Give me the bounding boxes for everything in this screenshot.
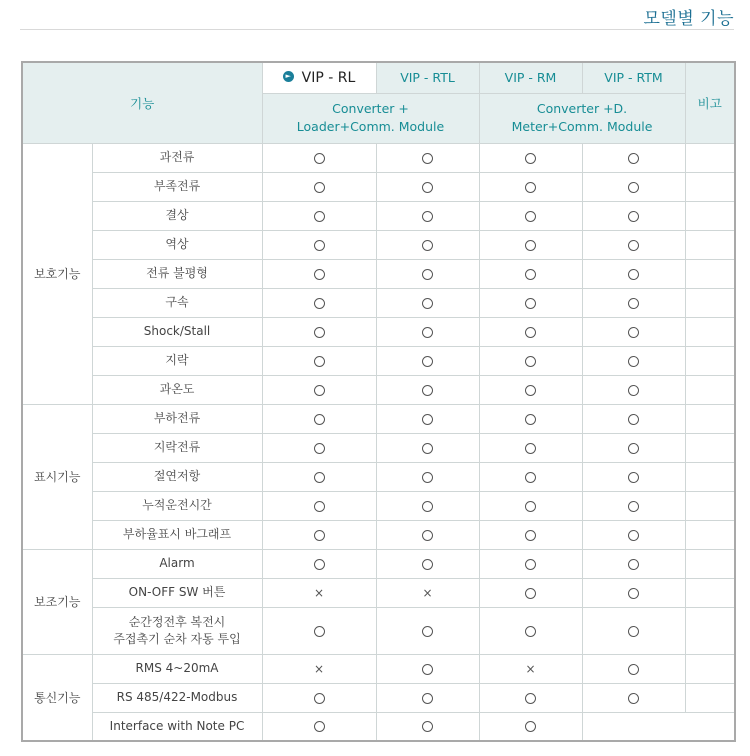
circle-mark-icon [422,559,433,570]
feature-label: 지락전류 [92,433,262,462]
supported-mark [376,172,479,201]
table-row [22,578,735,607]
remarks-cell [685,230,735,259]
unsupported-mark [376,578,479,607]
remarks-cell [685,172,735,201]
remarks-cell [685,549,735,578]
supported-mark [262,607,376,654]
supported-mark [479,520,582,549]
table-row [22,654,735,683]
supported-mark [582,346,685,375]
supported-mark [479,433,582,462]
circle-mark-icon [422,182,433,193]
circle-mark-icon [314,530,325,541]
circle-mark-icon [314,269,325,280]
circle-mark-icon [314,211,325,222]
feature-label: RS 485/422-Modbus [92,683,262,712]
remarks-column-header: 비고 [685,62,735,143]
supported-mark [479,607,582,654]
circle-mark-icon [628,356,639,367]
circle-mark-icon [422,472,433,483]
circle-mark-icon [422,530,433,541]
supported-mark [582,462,685,491]
page-title: 모델별 기능 [643,9,734,29]
supported-mark [262,346,376,375]
supported-mark [582,375,685,404]
table-row [22,404,735,433]
supported-mark [376,375,479,404]
circle-mark-icon [314,182,325,193]
table-row [22,462,735,491]
feature-label: Shock/Stall [92,317,262,346]
supported-mark [376,288,479,317]
supported-mark [262,143,376,172]
circle-mark-icon [525,240,536,251]
supported-mark [479,404,582,433]
supported-mark [479,578,582,607]
supported-mark [582,683,685,712]
circle-mark-icon [628,443,639,454]
feature-label: 결상 [92,201,262,230]
table-row [22,712,735,741]
circle-mark-icon [314,626,325,637]
unsupported-mark [479,654,582,683]
circle-mark-icon [628,153,639,164]
circle-mark-icon [422,240,433,251]
table-row [22,433,735,462]
circle-mark-icon [422,693,433,704]
feature-label: Alarm [92,549,262,578]
table-row [22,607,735,654]
supported-mark [582,404,685,433]
table-row [22,172,735,201]
table-row [22,230,735,259]
circle-mark-icon [314,414,325,425]
circle-mark-icon [525,443,536,454]
circle-mark-icon [628,588,639,599]
circle-mark-icon [422,269,433,280]
feature-label: 과온도 [92,375,262,404]
supported-mark [376,404,479,433]
arrow-bullet-icon: ► [283,71,294,82]
circle-mark-icon [525,626,536,637]
remarks-cell [685,607,735,654]
supported-mark [262,462,376,491]
supported-mark [262,172,376,201]
group-a-header: Converter + Loader+Comm. Module [262,93,479,143]
supported-mark [479,288,582,317]
supported-mark [582,230,685,259]
circle-mark-icon [422,443,433,454]
supported-mark [376,607,479,654]
feature-label: 부하율표시 바그래프 [92,520,262,549]
remarks-cell [685,317,735,346]
circle-mark-icon [525,356,536,367]
group-label: 보조기능 [22,549,92,654]
feature-label: 지락 [92,346,262,375]
supported-mark [376,549,479,578]
remarks-cell [685,578,735,607]
supported-mark [479,462,582,491]
supported-mark [376,712,479,741]
supported-mark [479,549,582,578]
model-header-vip-rtm[interactable]: VIP - RTM [582,62,685,93]
circle-mark-icon [422,414,433,425]
circle-mark-icon [628,626,639,637]
remarks-cell [685,404,735,433]
model-header-vip-rl[interactable] [262,62,376,93]
circle-mark-icon [628,211,639,222]
supported-mark [582,201,685,230]
supported-mark [479,712,582,741]
circle-mark-icon [525,269,536,280]
supported-mark [262,288,376,317]
group-b-header: Converter +D. Meter+Comm. Module [479,93,685,143]
circle-mark-icon [314,559,325,570]
table-row [22,520,735,549]
supported-mark [582,433,685,462]
circle-mark-icon [422,626,433,637]
supported-mark [262,549,376,578]
supported-mark [582,317,685,346]
remarks-cell [685,491,735,520]
table-row [22,317,735,346]
circle-mark-icon [525,414,536,425]
remarks-cell [685,346,735,375]
feature-label: 전류 불평형 [92,259,262,288]
table-row [22,259,735,288]
circle-mark-icon [314,298,325,309]
circle-mark-icon [628,472,639,483]
circle-mark-icon [525,693,536,704]
circle-mark-icon [314,443,325,454]
remarks-cell [685,143,735,172]
remarks-cell [685,201,735,230]
feature-label: ON-OFF SW 버튼 [92,578,262,607]
circle-mark-icon [525,385,536,396]
cross-mark: × [313,661,325,676]
supported-mark [376,433,479,462]
supported-mark [479,317,582,346]
supported-mark [582,491,685,520]
unsupported-mark [262,578,376,607]
circle-mark-icon [525,182,536,193]
circle-mark-icon [525,153,536,164]
supported-mark [376,143,479,172]
circle-mark-icon [525,472,536,483]
feature-label: 누적운전시간 [92,491,262,520]
supported-mark [262,375,376,404]
supported-mark [262,404,376,433]
circle-mark-icon [314,721,325,732]
header-row-models [22,62,735,93]
supported-mark [582,607,685,654]
supported-mark [376,230,479,259]
circle-mark-icon [628,327,639,338]
supported-mark [479,259,582,288]
circle-mark-icon [628,559,639,570]
supported-mark [376,462,479,491]
supported-mark [262,433,376,462]
supported-mark [262,712,376,741]
remarks-cell [685,259,735,288]
circle-mark-icon [314,327,325,338]
feature-label: 과전류 [92,143,262,172]
supported-mark [479,230,582,259]
circle-mark-icon [628,182,639,193]
circle-mark-icon [314,356,325,367]
circle-mark-icon [422,211,433,222]
table-row [22,143,735,172]
table-row [22,683,735,712]
remarks-cell [685,520,735,549]
supported-mark [582,549,685,578]
circle-mark-icon [628,501,639,512]
feature-label: 구속 [92,288,262,317]
circle-mark-icon [628,664,639,675]
circle-mark-icon [422,327,433,338]
supported-mark [582,172,685,201]
circle-mark-icon [314,693,325,704]
supported-mark [582,259,685,288]
feature-label: 부하전류 [92,404,262,433]
table-row [22,201,735,230]
circle-mark-icon [525,211,536,222]
supported-mark [582,578,685,607]
group-label: 통신기능 [22,654,92,741]
supported-mark [376,683,479,712]
table-row [22,375,735,404]
circle-mark-icon [422,721,433,732]
supported-mark [479,346,582,375]
supported-mark [262,230,376,259]
circle-mark-icon [525,721,536,732]
supported-mark [479,143,582,172]
remarks-cell [685,683,735,712]
supported-mark [376,317,479,346]
supported-mark [376,654,479,683]
remarks-cell [685,654,735,683]
supported-mark [582,143,685,172]
circle-mark-icon [422,385,433,396]
feature-label: 역상 [92,230,262,259]
circle-mark-icon [314,501,325,512]
circle-mark-icon [314,472,325,483]
circle-mark-icon [314,153,325,164]
circle-mark-icon [314,385,325,396]
circle-mark-icon [525,588,536,599]
model-header-vip-rtl[interactable]: VIP - RTL [376,62,479,93]
remarks-cell [582,712,735,741]
group-label: 보호기능 [22,143,92,404]
model-label: VIP - RL [301,69,356,86]
circle-mark-icon [525,501,536,512]
table-row [22,346,735,375]
model-header-vip-rm[interactable]: VIP - RM [479,62,582,93]
supported-mark [262,259,376,288]
group-label: 표시기능 [22,404,92,549]
model-feature-table [21,61,736,742]
circle-mark-icon [628,269,639,280]
circle-mark-icon [525,530,536,541]
feature-column-header: 기능 [22,62,262,143]
unsupported-mark [262,654,376,683]
circle-mark-icon [422,298,433,309]
circle-mark-icon [628,530,639,541]
supported-mark [582,520,685,549]
table-row [22,491,735,520]
remarks-cell [685,288,735,317]
supported-mark [376,201,479,230]
supported-mark [376,491,479,520]
supported-mark [582,288,685,317]
feature-label: RMS 4~20mA [92,654,262,683]
remarks-cell [685,433,735,462]
supported-mark [479,375,582,404]
circle-mark-icon [525,559,536,570]
cross-mark: × [313,585,325,600]
supported-mark [479,172,582,201]
circle-mark-icon [628,414,639,425]
circle-mark-icon [525,298,536,309]
cross-mark: × [525,661,536,676]
supported-mark [262,317,376,346]
title-divider [20,29,734,30]
supported-mark [262,520,376,549]
supported-mark [262,201,376,230]
circle-mark-icon [628,385,639,396]
circle-mark-icon [628,240,639,251]
supported-mark [582,654,685,683]
cross-mark: × [422,585,433,600]
circle-mark-icon [628,298,639,309]
circle-mark-icon [628,693,639,704]
circle-mark-icon [314,240,325,251]
supported-mark [262,491,376,520]
remarks-cell [685,462,735,491]
table-row [22,288,735,317]
supported-mark [262,683,376,712]
remarks-cell [685,375,735,404]
circle-mark-icon [422,501,433,512]
table-row [22,549,735,578]
feature-label: 순간정전후 복전시 주접촉기 순차 자동 투입 [92,607,262,654]
feature-label: 절연저항 [92,462,262,491]
feature-label: Interface with Note PC [92,712,262,741]
supported-mark [376,346,479,375]
circle-mark-icon [525,327,536,338]
supported-mark [479,683,582,712]
circle-mark-icon [422,664,433,675]
circle-mark-icon [422,153,433,164]
supported-mark [376,520,479,549]
feature-label: 부족전류 [92,172,262,201]
supported-mark [479,201,582,230]
supported-mark [479,491,582,520]
circle-mark-icon [422,356,433,367]
supported-mark [376,259,479,288]
